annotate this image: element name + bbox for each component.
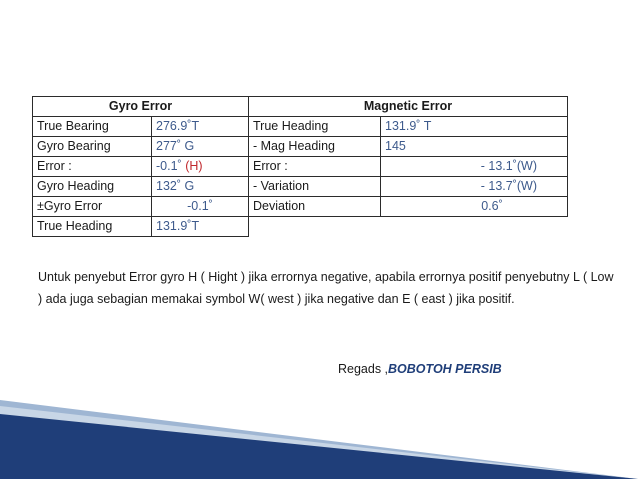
table-row bbox=[33, 137, 568, 157]
mag-label: - Mag Heading bbox=[249, 137, 381, 157]
mag-label: Deviation bbox=[249, 197, 381, 217]
gyro-value: 277˚ G bbox=[152, 137, 249, 157]
gyro-value: 132˚ G bbox=[152, 177, 249, 197]
empty-cell bbox=[249, 217, 568, 237]
table-header-row bbox=[33, 97, 568, 117]
gyro-value-cell bbox=[152, 157, 249, 177]
table-row bbox=[33, 217, 568, 237]
table-row bbox=[33, 117, 568, 137]
gyro-label: Error : bbox=[33, 157, 152, 177]
mag-label: - Variation bbox=[249, 177, 381, 197]
gyro-value: -0.1˚ bbox=[156, 159, 186, 173]
gyro-label: True Bearing bbox=[33, 117, 152, 137]
signature bbox=[338, 362, 502, 376]
signature-name: BOBOTOH PERSIB bbox=[388, 362, 502, 376]
gyro-label: ±Gyro Error bbox=[33, 197, 152, 217]
mag-value: - 13.1˚(W) bbox=[381, 157, 568, 177]
note-paragraph: Untuk penyebut Error gyro H ( Hight ) jika errornya negative, apabila errornya positif penyebutny L ( Low ) ada juga sebagian memakai symbol W( west ) jika negative dan E ( east ) jika positif. bbox=[38, 270, 614, 306]
gyro-error-code: (H) bbox=[185, 159, 203, 173]
signature-prefix: Regads , bbox=[338, 362, 389, 376]
decorative-band bbox=[0, 380, 638, 479]
magnetic-error-header: Magnetic Error bbox=[249, 97, 568, 117]
gyro-value: -0.1˚ bbox=[152, 197, 249, 217]
mag-value: 0.6˚ bbox=[381, 197, 568, 217]
gyro-value: 276.9˚T bbox=[152, 117, 249, 137]
gyro-value: 131.9˚T bbox=[152, 217, 249, 237]
mag-label: Error : bbox=[249, 157, 381, 177]
table-row bbox=[33, 157, 568, 177]
error-table bbox=[32, 96, 568, 237]
gyro-label: Gyro Heading bbox=[33, 177, 152, 197]
band-dark-stripe bbox=[0, 414, 638, 479]
mag-value: - 13.7˚(W) bbox=[381, 177, 568, 197]
gyro-label: True Heading bbox=[33, 217, 152, 237]
mag-label: True Heading bbox=[249, 117, 381, 137]
gyro-label: Gyro Bearing bbox=[33, 137, 152, 157]
gyro-error-header: Gyro Error bbox=[33, 97, 249, 117]
table-row bbox=[33, 177, 568, 197]
mag-value: 131.9˚ T bbox=[381, 117, 568, 137]
table-row bbox=[33, 197, 568, 217]
mag-value: 145 bbox=[381, 137, 568, 157]
